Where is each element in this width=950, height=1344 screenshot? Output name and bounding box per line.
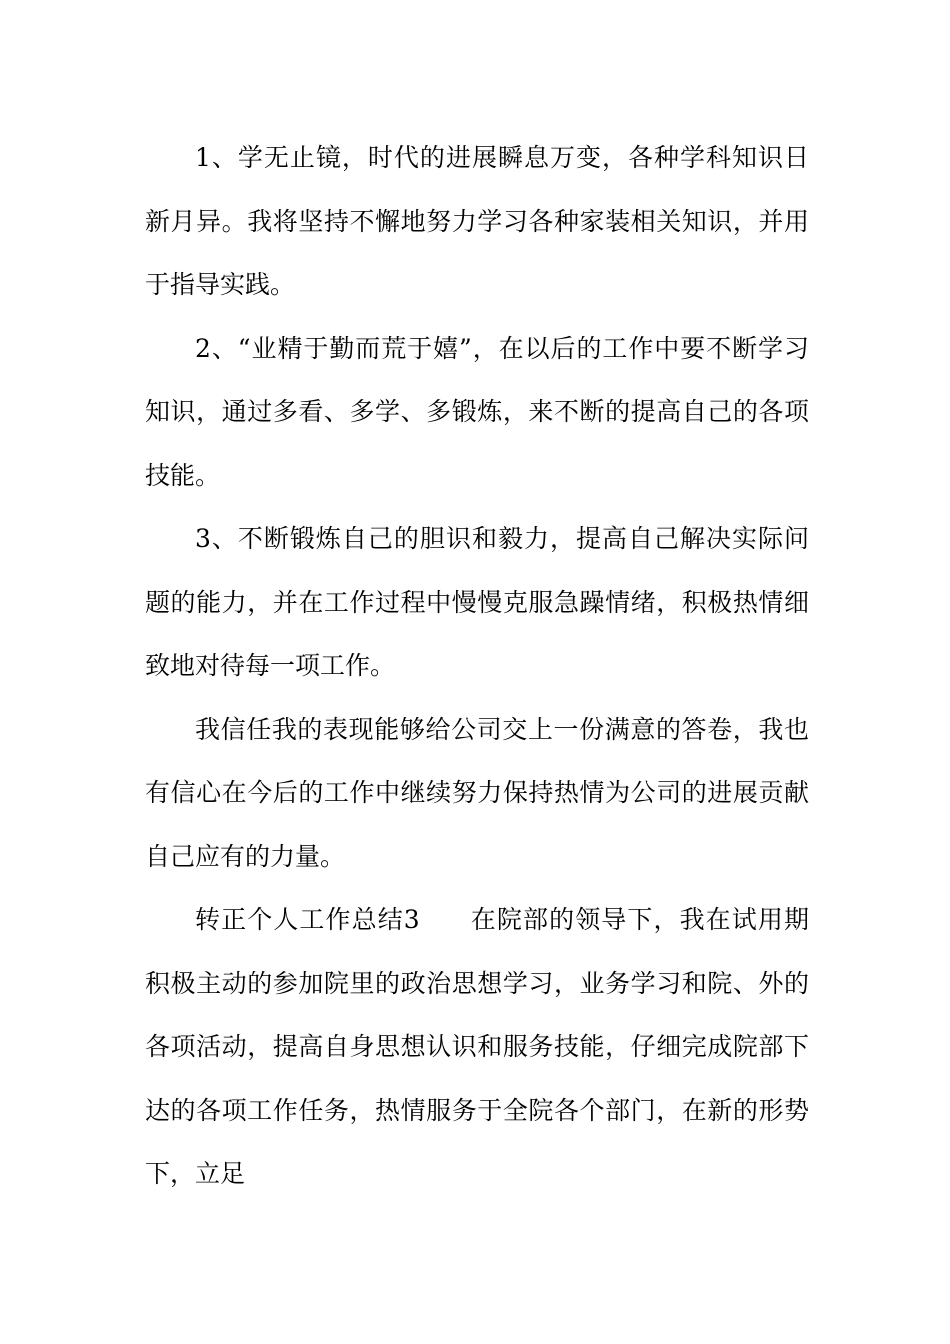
paragraph-1: 1、学无止镜，时代的进展瞬息万变，各种学科知识日新月异。我将坚持不懈地努力学习各种家装相关知识，并用于指导实践。: [145, 143, 809, 299]
section-heading: 转正个人工作总结3: [195, 905, 420, 934]
document-body: [145, 126, 809, 1206]
paragraph-2: 2、“业精于勤而荒于嬉”，在以后的工作中要不断学习知识，通过多看、多学、多锻炼，来不断的提高自己的各项技能。: [145, 333, 809, 490]
paragraph-4: 我信任我的表现能够给公司交上一份满意的答卷，我也有信心在今后的工作中继续努力保持热情为公司的进展贡献自己应有的力量。: [145, 714, 809, 871]
section-body: 在院部的领导下，我在试用期积极主动的参加院里的政治思想学习，业务学习和院、外的各项活动，提高自身思想认识和服务技能，仔细完成院部下达的各项工作任务，热情服务于全院各个部门，在新的形势下，立足: [145, 905, 809, 1188]
section-paragraph: [145, 888, 809, 1206]
paragraph-3: 3、不断锻炼自己的胆识和毅力，提高自己解决实际问题的能力，并在工作过程中慢慢克服急躁情绪，积极热情细致地对待每一项工作。: [145, 524, 809, 680]
